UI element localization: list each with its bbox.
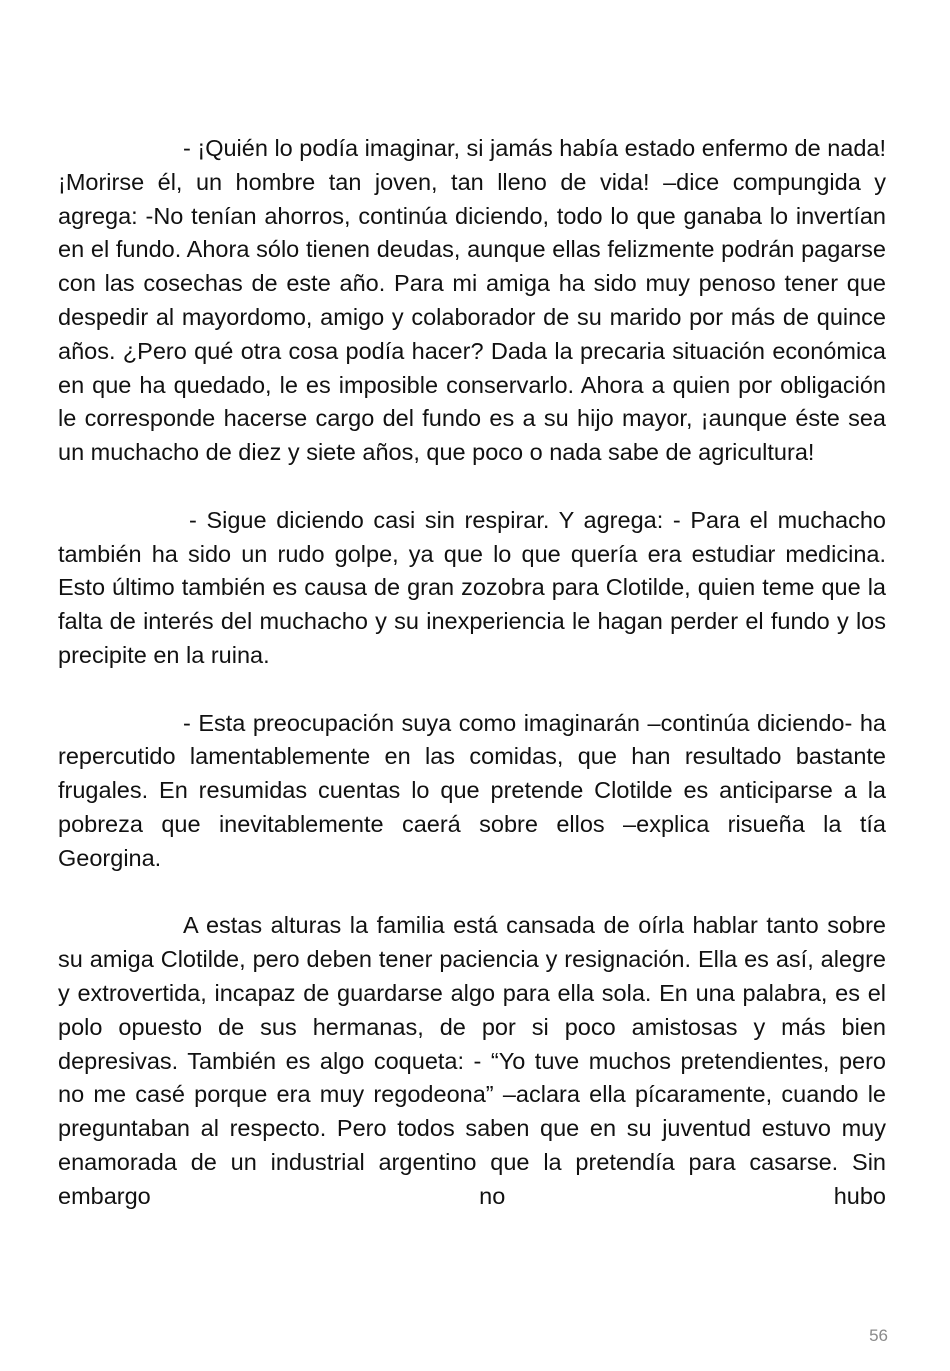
- paragraph-1-text: - ¡Quién lo podía imaginar, si jamás había estado enfermo de nada! ¡Morirse él, un hombre tan joven, tan lleno de vida! –dice compungida y agrega: -No tenían ahorros, continúa diciendo, todo lo que ganaba lo invertían en el fundo. Ahora sólo tienen deudas, aunque ellas felizmente podrán pagarse con las cosechas de este año. Para mi amiga ha sido muy penoso tener que despedir al mayordomo, amigo y colaborador de su marido por más de quince años. ¿Pero qué otra cosa podía hacer? Dada la precaria situación económica en que ha quedado, le es imposible conservarlo. Ahora a quien por obligación le corresponde hacerse cargo del fundo es a su hijo mayor, ¡aunque éste sea un muchacho de diez y siete años, que poco o nada sabe de agricultura!: [58, 135, 886, 466]
- paragraph-3: [58, 707, 886, 876]
- paragraph-4: [58, 909, 886, 1213]
- text-body: [58, 132, 886, 1214]
- paragraph-2-text: - Sigue diciendo casi sin respirar. Y agrega: - Para el muchacho también ha sido un rudo golpe, ya que lo que quería era estudiar medicina. Esto último también es causa de gran zozobra para Clotilde, quien teme que la falta de interés del muchacho y su inexperiencia le hagan perder el fundo y los precipite en la ruina.: [58, 506, 886, 668]
- paragraph-4-text: A estas alturas la familia está cansada de oírla hablar tanto sobre su amiga Clotilde, pero deben tener paciencia y resignación. Ella es así, alegre y extrovertida, incapaz de guardarse algo para ella sola. En una palabra, es el polo opuesto de sus hermanas, de por si poco amistosas y más bien depresivas. También es algo coqueta: - “Yo tuve muchos pretendientes, pero no me casé porque era muy regodeona” –aclara ella pícaramente, cuando le preguntaban al respecto. Pero todos saben que en su juventud estuvo muy enamorada de un industrial argentino que la pretendía para casarse. Sin embargo no hubo: [58, 912, 886, 1209]
- paragraph-3-text: - Esta preocupación suya como imaginarán –continúa diciendo- ha repercutido lamentablemente en las comidas, que han resultado bastante frugales. En resumidas cuentas lo que pretende Clotilde es anticiparse a la pobreza que inevitablemente caerá sobre ellos –explica risueña la tía Georgina.: [58, 709, 886, 871]
- paragraph-2: [58, 504, 886, 673]
- paragraph-1: [58, 132, 886, 470]
- page-number: 56: [869, 1326, 888, 1345]
